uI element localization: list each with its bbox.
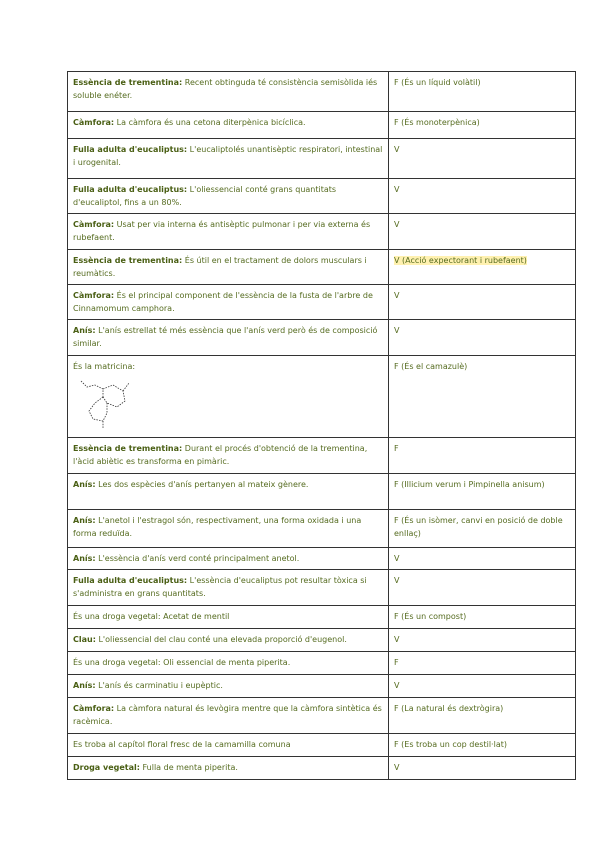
table-row	[68, 356, 576, 438]
answer-cell	[389, 250, 576, 285]
question-text: És la matricina:	[73, 362, 136, 371]
table-row	[68, 139, 576, 179]
question-cell	[68, 112, 389, 139]
question-topic: Clau:	[73, 635, 96, 644]
table-row	[68, 734, 576, 757]
question-topic: Fulla adulta d'eucaliptus:	[73, 576, 188, 585]
question-topic: Anís:	[73, 516, 96, 525]
question-cell	[68, 320, 389, 356]
question-topic: Càmfora:	[73, 118, 115, 127]
answer-cell	[389, 652, 576, 675]
question-text: L'anís és carminatiu i eupèptic.	[95, 681, 223, 690]
question-text: L'anetol i l'estragol són, respectivament, una forma oxidada i una forma reduïda.	[73, 516, 362, 538]
question-cell	[68, 72, 389, 112]
question-text: L'oliessencial conté grans quantitats d'eucaliptol, fins a un 80%.	[73, 185, 337, 207]
question-topic: Essència de trementina:	[73, 444, 183, 453]
answer-text: F (És un compost)	[394, 612, 467, 621]
answer-text: V	[394, 576, 400, 585]
answer-text: F (Illicium verum i Pimpinella anisum)	[394, 480, 545, 489]
answer-text: V	[394, 681, 400, 690]
answer-cell	[389, 675, 576, 698]
question-cell	[68, 139, 389, 179]
answer-text: V	[394, 554, 400, 563]
table-row	[68, 474, 576, 510]
question-text: Es troba al capítol floral fresc de la camamilla comuna	[73, 740, 291, 749]
question-topic: Essència de trementina:	[73, 78, 183, 87]
answer-cell	[389, 734, 576, 757]
table-row	[68, 606, 576, 629]
question-text: La càmfora natural és levògira mentre que la càmfora sintètica és racèmica.	[73, 704, 382, 726]
question-cell	[68, 510, 389, 548]
answer-text: V	[394, 220, 400, 229]
question-cell	[68, 548, 389, 570]
question-topic: Anís:	[73, 554, 96, 563]
answer-text: V	[394, 326, 400, 335]
question-topic: Anís:	[73, 681, 96, 690]
answer-cell	[389, 72, 576, 112]
answer-cell	[389, 510, 576, 548]
table-row	[68, 570, 576, 606]
answer-text: F (És monoterpènica)	[394, 118, 480, 127]
question-answer-table	[67, 71, 576, 780]
table-row	[68, 179, 576, 214]
table-row	[68, 214, 576, 250]
question-text: És una droga vegetal: Acetat de mentil	[73, 612, 230, 621]
question-text: L'essència d'anís verd conté principalment anetol.	[95, 554, 300, 563]
question-topic: Càmfora:	[73, 291, 115, 300]
question-text: Fulla de menta piperita.	[139, 763, 238, 772]
answer-text: V	[394, 145, 400, 154]
question-text: És una droga vegetal: Oli essencial de menta piperita.	[73, 658, 291, 667]
question-text: Usat per via interna és antisèptic pulmonar i per via externa és rubefaent.	[73, 220, 371, 242]
answer-cell	[389, 757, 576, 780]
question-topic: Càmfora:	[73, 220, 115, 229]
answer-cell	[389, 320, 576, 356]
table-row	[68, 112, 576, 139]
answer-text: F (La natural és dextrògira)	[394, 704, 504, 713]
question-cell	[68, 570, 389, 606]
question-text: Recent obtinguda té consistència semisòlida iés soluble enéter.	[73, 78, 378, 100]
answer-cell	[389, 285, 576, 320]
answer-cell	[389, 548, 576, 570]
answer-text: V	[394, 185, 400, 194]
question-text: La càmfora és una cetona diterpènica bicíclica.	[114, 118, 306, 127]
question-cell	[68, 757, 389, 780]
question-topic: Càmfora:	[73, 704, 115, 713]
question-text: És útil en el tractament de dolors musculars i reumàtics.	[73, 256, 367, 278]
question-topic: Fulla adulta d'eucaliptus:	[73, 145, 188, 154]
table-row	[68, 320, 576, 356]
answer-text: F (És el camazulè)	[394, 362, 468, 371]
question-cell	[68, 698, 389, 734]
question-cell	[68, 438, 389, 474]
table-row	[68, 548, 576, 570]
answer-cell	[389, 629, 576, 652]
question-text: És el principal component de l'essència de la fusta de l'arbre de Cinnamomum camphora.	[73, 291, 373, 313]
answer-text: F (És un isòmer, canvi en posició de doble enllaç)	[394, 516, 563, 538]
question-cell	[68, 179, 389, 214]
answer-cell	[389, 474, 576, 510]
question-topic: Anís:	[73, 326, 96, 335]
question-text: Les dos espècies d'anís pertanyen al mateix gènere.	[95, 480, 309, 489]
question-cell	[68, 629, 389, 652]
question-cell	[68, 734, 389, 757]
question-cell	[68, 606, 389, 629]
table-row	[68, 757, 576, 780]
answer-text: F	[394, 444, 399, 453]
answer-text: V	[394, 763, 400, 772]
question-text: Durant el procés d'obtenció de la trementina, l'àcid abiètic es transforma en pimàric.	[73, 444, 368, 466]
answer-cell	[389, 570, 576, 606]
matricine-structure-icon	[73, 377, 143, 433]
question-cell	[68, 285, 389, 320]
question-topic: Essència de trementina:	[73, 256, 183, 265]
question-cell	[68, 652, 389, 675]
answer-cell	[389, 698, 576, 734]
table-row	[68, 438, 576, 474]
question-cell	[68, 356, 389, 438]
answer-text: V	[394, 291, 400, 300]
answer-cell	[389, 356, 576, 438]
answer-cell	[389, 179, 576, 214]
question-cell	[68, 214, 389, 250]
answer-cell	[389, 438, 576, 474]
answer-cell	[389, 139, 576, 179]
table-row	[68, 629, 576, 652]
question-cell	[68, 250, 389, 285]
question-topic: Droga vegetal:	[73, 763, 140, 772]
table-body	[68, 72, 576, 780]
question-text: L'essència d'eucaliptus pot resultar tòxica si s'administra en grans quantitats.	[73, 576, 367, 598]
answer-text: F (És un líquid volàtil)	[394, 78, 481, 87]
answer-text: V (Acció expectorant i rubefaent)	[394, 256, 527, 265]
question-cell	[68, 474, 389, 510]
question-text: L'oliessencial del clau conté una elevada proporció d'eugenol.	[95, 635, 347, 644]
answer-text: F	[394, 658, 399, 667]
question-cell	[68, 675, 389, 698]
answer-cell	[389, 112, 576, 139]
table-row	[68, 652, 576, 675]
answer-text: V	[394, 635, 400, 644]
table-row	[68, 72, 576, 112]
question-topic: Anís:	[73, 480, 96, 489]
table-row	[68, 510, 576, 548]
question-text: L'eucaliptolés unantisèptic respiratori, intestinal i urogenital.	[73, 145, 383, 167]
answer-cell	[389, 606, 576, 629]
table-row	[68, 675, 576, 698]
answer-text: F (Es troba un cop destil·lat)	[394, 740, 507, 749]
table-row	[68, 250, 576, 285]
answer-cell	[389, 214, 576, 250]
table-row	[68, 698, 576, 734]
table-row	[68, 285, 576, 320]
question-topic: Fulla adulta d'eucaliptus:	[73, 185, 188, 194]
question-text: L'anís estrellat té més essència que l'anís verd però és de composició similar.	[73, 326, 378, 348]
